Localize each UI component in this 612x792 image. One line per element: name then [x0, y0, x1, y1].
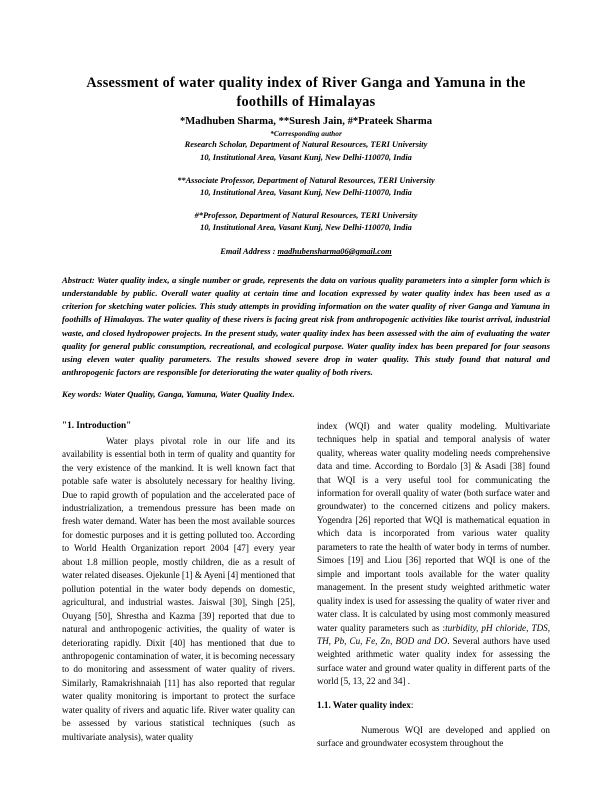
body-column-right — [317, 420, 550, 751]
affiliation-2-line-1: **Associate Professor, Department of Natural Resources, TERI University — [177, 175, 435, 185]
introduction-paragraph-left: Water plays pivotal role in our life and its availability is essential both in term of quality and quantity for the very existence of the mankind. It is well known fact that potable safe water is absolutely necessary for healthy living. Due to rapid growth of population and the accelerated pace of industrialization, a tremendous pressure has been made on fresh water demand. Water has been the most available sources for domestic purposes and it is getting polluted too. According to World Health Organization report 2004 [47] every year about 1.8 million people, mostly children, die as a result of water related diseases. Ojekunle [1] & Ayeni [4] mentioned that pollution potential in the water body depends on domestic, agricultural, and industrial wastes. Jaiswal [30], Singh [25], Ouyang [50], Shrestha and Kazma [39] reported that due to natural and anthropogenic activities, the quality of water is deteriorating rapidly. Dixit [40] has mentioned that due to anthropogenic contamination of water, it is becoming necessary to do monitoring and assessment of water quality of rivers. Similarly, Ramakrishnaiah [11] has also reported that regular water quality monitoring is important to protect the surface water quality of rivers and aquatic life. River water quality can be assessed by various statistical techniques (such as multivariate analysis), water quality — [62, 435, 295, 742]
email-label: Email Address : — [220, 246, 278, 256]
section-heading-wqi — [317, 700, 550, 712]
wqi-paragraph: Numerous WQI are developed and applied on surface and groundwater ecosystem throughout the — [317, 724, 550, 749]
page-title: Assessment of water quality index of River Ganga and Yamuna in the foothills of Himalayas — [86, 75, 526, 111]
affiliation-block-1 — [62, 139, 550, 163]
introduction-right-text-c: . Several authors have used weighted arithmetic water quality index for assessing the surface water and ground water quality in different parts of the world [5, 13, 22 and 34] . — [317, 636, 550, 687]
section-heading-wqi-colon: : — [410, 699, 414, 710]
body-column-left — [62, 420, 295, 744]
corresponding-author-note: *Corresponding author — [270, 128, 342, 138]
affiliation-2-line-2: 10, Institutional Area, Vasant Kunj, New Delhi-110070, India — [200, 188, 412, 198]
section-heading-wqi-bold: 1.1. Water quality index — [317, 699, 411, 710]
section-heading-introduction: "1. Introduction" — [62, 419, 132, 430]
water-quality-parameters-italic: turbidity, pH chloride, TDS, TH, Pb, Cu, Fe, Zn, BOD and DO — [317, 622, 551, 647]
abstract-label: Abstract: — [62, 275, 95, 286]
abstract-paragraph — [62, 274, 550, 378]
affiliation-1-line-2: 10, Institutional Area, Vasant Kunj, New Delhi-110070, India — [200, 152, 412, 162]
affiliation-block-3 — [62, 210, 550, 234]
email-address-link[interactable]: madhubensharma06@gmail.com — [277, 246, 392, 256]
affiliation-block-2 — [62, 175, 550, 199]
introduction-right-text-a: index (WQI) and water quality modeling. Multivariate techniques help in spatial and temporal analysis of water quality, whereas water quality modeling needs comprehensive data and time. According to Bordalo [3] & Asadi [38] found that WQI is a very useful tool for communicating the information for overall quality of water (both surface water and groundwater) to the concerned citizens and policy makers. Yogendra [26] reported that WQI is mathematical equation in which data is incorporated from various water quality parameters to rate the health of water body in terms of number. Simoes [19] and Liou [36] reported that WQI is one of the simple and important tools available for the water quality management. In the present study weighted arithmetic water quality index is used for assessing the quality of water river and water class. It is calculated by using most commonly measured water quality parameters such as : — [317, 420, 550, 633]
affiliation-3-line-2: 10, Institutional Area, Vasant Kunj, New Delhi-110070, India — [200, 223, 412, 233]
page-content — [62, 74, 550, 751]
author-list: *Madhuben Sharma, **Suresh Jain, #*Prateek Sharma — [179, 116, 433, 128]
body-columns — [62, 420, 550, 751]
email-line — [62, 246, 550, 258]
affiliation-3-line-1: #*Professor, Department of Natural Resources, TERI University — [194, 211, 418, 221]
affiliation-1-line-1: Research Scholar, Department of Natural Resources, TERI University — [184, 140, 428, 150]
keywords-line: Key words: Water Quality, Ganga, Yamuna, Water Quality Index. — [62, 388, 295, 399]
abstract-text: Water quality index, a single number or grade, represents the data on various quality parameters into a simpler form which is understandable by public. Overall water quality at certain time and location expressed by water quality index has been used as a criterion for sketching water policies. This study attempts in providing information on the water quality of river Ganga and Yamuna in foothills of Himalayas. The water quality of these rivers is facing great risk from anthropogenic activities like tourist arrival, industrial waste, and closed hydropower projects. In the present study, water quality index has been assessed with the aim of evaluating the water quality for general public consumption, recreational, and ecological purpose. Water quality index has been prepared for four seasons using eleven water quality parameters. The results showed severe drop in water quality. This study found that natural and anthropogenic factors are responsible for deteriorating the water quality of both rivers. — [62, 275, 550, 377]
introduction-paragraph-right — [317, 420, 550, 689]
